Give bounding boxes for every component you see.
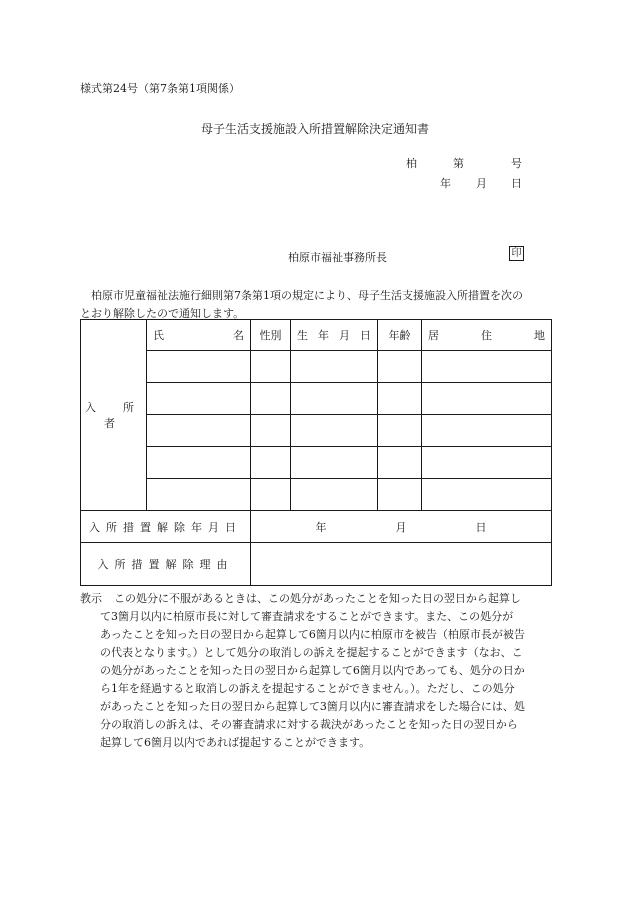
header-gender: 性別 bbox=[251, 320, 291, 351]
notice-line: この処分に不服があるときは、この処分があったことを知った日の翌日から起算し bbox=[114, 592, 521, 605]
dob-cell[interactable] bbox=[291, 415, 378, 447]
address-cell[interactable] bbox=[422, 351, 552, 383]
gender-cell[interactable] bbox=[251, 479, 291, 511]
gender-cell[interactable] bbox=[251, 415, 291, 447]
header-age: 年齢 bbox=[378, 320, 422, 351]
header-name: 氏 名 bbox=[147, 320, 251, 351]
table-row bbox=[81, 479, 552, 511]
issuer-name: 柏原市福祉事務所長 bbox=[288, 251, 387, 264]
table-header-row bbox=[81, 320, 552, 351]
resident-label: 入 所 者 bbox=[81, 320, 147, 511]
notice-section bbox=[80, 590, 556, 752]
notice-line: の処分があったことを知った日の翌日から起算して6箇月以内であっても、処分の日か bbox=[100, 664, 525, 677]
date-day: 日 bbox=[511, 177, 522, 190]
address-cell[interactable] bbox=[422, 415, 552, 447]
notice-line: ら1年を経過すると取消しの訴えを提起することができません。）。ただし、この処分 bbox=[100, 682, 515, 695]
name-cell[interactable] bbox=[147, 383, 251, 415]
release-date-row bbox=[81, 511, 552, 543]
gender-cell[interactable] bbox=[251, 383, 291, 415]
address-cell[interactable] bbox=[422, 383, 552, 415]
resident-table bbox=[80, 319, 552, 586]
intro-text bbox=[80, 287, 550, 322]
document-title: 母子生活支援施設入所措置解除決定通知書 bbox=[200, 122, 429, 136]
release-reason-cell[interactable] bbox=[251, 543, 552, 586]
notice-line: 起算して6箇月以内であれば提起することができます。 bbox=[100, 736, 371, 749]
notice-line: て3箇月以内に柏原市長に対して審査請求をすることができます。また、この処分が bbox=[100, 610, 514, 623]
address-cell[interactable] bbox=[422, 479, 552, 511]
date-month: 月 bbox=[476, 177, 487, 190]
intro-line-1: 柏原市児童福祉法施行細則第7条第1項の規定により、母子生活支援施設入所措置を次の bbox=[91, 289, 523, 302]
age-cell[interactable] bbox=[378, 447, 422, 479]
header-address: 居 住 地 bbox=[422, 320, 552, 351]
notice-line: があったことを知った日の翌日から起算して3箇月以内に審査請求をした場合には、処 bbox=[100, 700, 525, 713]
name-cell[interactable] bbox=[147, 415, 251, 447]
ref-prefix: 柏 bbox=[406, 157, 417, 170]
form-number: 様式第24号（第7条第1項関係） bbox=[80, 82, 240, 95]
seal-mark: 印 bbox=[509, 246, 524, 261]
age-cell[interactable] bbox=[378, 479, 422, 511]
intro-line-2: とおり解除したので通知します。 bbox=[80, 306, 245, 320]
table-row bbox=[81, 351, 552, 383]
notice-heading: 教示 bbox=[80, 592, 102, 605]
age-cell[interactable] bbox=[378, 351, 422, 383]
dob-cell[interactable] bbox=[291, 479, 378, 511]
header-dob: 生 年 月 日 bbox=[291, 320, 378, 351]
release-reason-label: 入所措置解除理由 bbox=[81, 543, 251, 586]
address-cell[interactable] bbox=[422, 447, 552, 479]
dob-cell[interactable] bbox=[291, 351, 378, 383]
gender-cell[interactable] bbox=[251, 351, 291, 383]
name-cell[interactable] bbox=[147, 479, 251, 511]
ref-dai: 第 bbox=[453, 157, 464, 170]
notice-line: あったことを知った日の翌日から起算して6箇月以内に柏原市を被告（柏原市長が被告 bbox=[100, 628, 525, 641]
ref-go: 号 bbox=[511, 157, 522, 170]
dob-cell[interactable] bbox=[291, 383, 378, 415]
notice-line: 分の取消しの訴えは、その審査請求に対する裁決があったことを知った日の翌日から bbox=[100, 718, 518, 731]
age-cell[interactable] bbox=[378, 383, 422, 415]
dob-cell[interactable] bbox=[291, 447, 378, 479]
notice-line: の代表となります。）として処分の取消しの訴えを提起することができます（なお、こ bbox=[100, 646, 523, 659]
gender-cell[interactable] bbox=[251, 447, 291, 479]
age-cell[interactable] bbox=[378, 415, 422, 447]
name-cell[interactable] bbox=[147, 351, 251, 383]
release-date-cell[interactable]: 年 月 日 bbox=[251, 511, 552, 543]
table-row bbox=[81, 415, 552, 447]
table-row bbox=[81, 447, 552, 479]
release-reason-row bbox=[81, 543, 552, 586]
name-cell[interactable] bbox=[147, 447, 251, 479]
release-date-label: 入所措置解除年月日 bbox=[81, 511, 251, 543]
date-year: 年 bbox=[440, 177, 451, 190]
